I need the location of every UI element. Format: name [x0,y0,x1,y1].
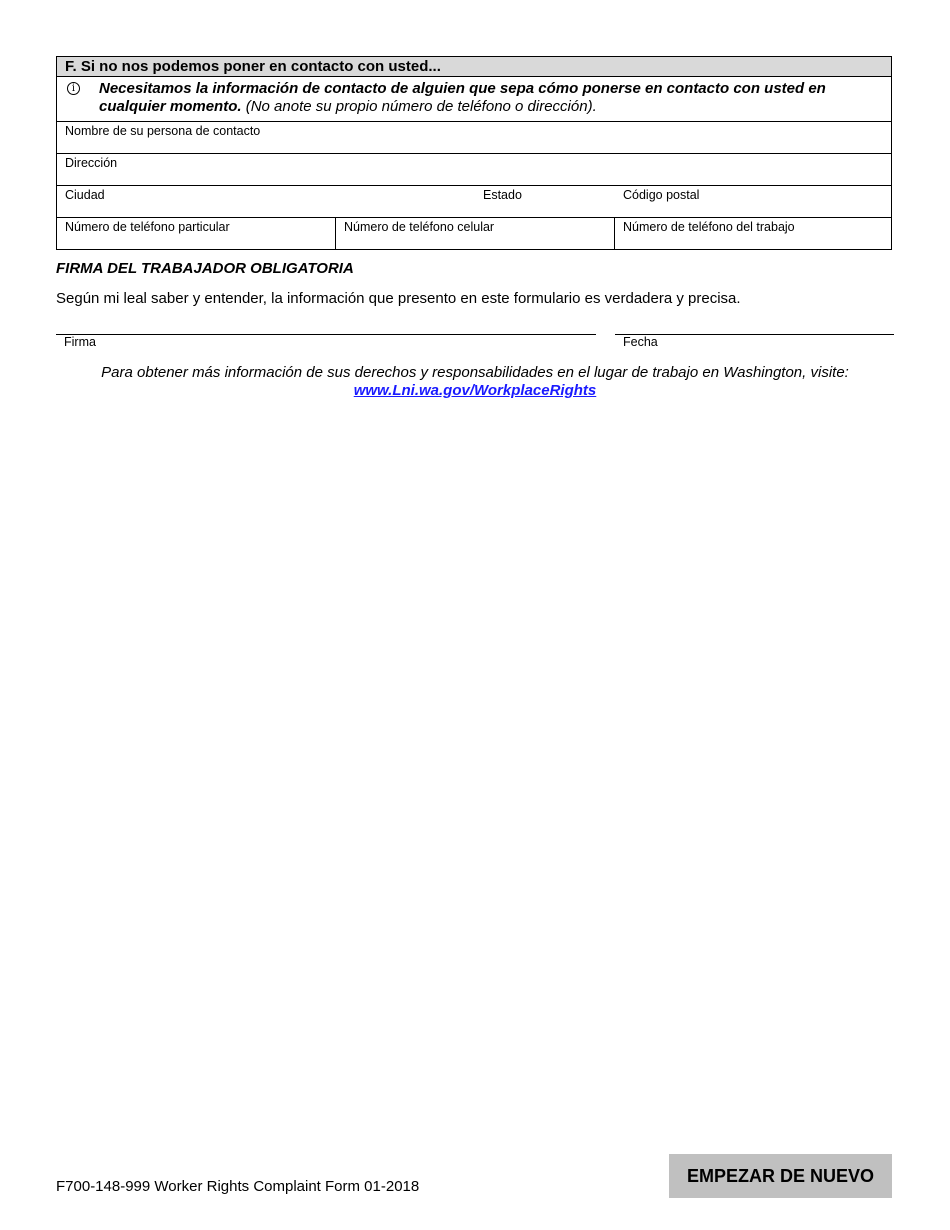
address-field[interactable] [57,154,891,186]
home-phone-label: Número de teléfono particular [65,220,230,234]
info-row [57,77,891,122]
restart-button[interactable]: EMPEZAR DE NUEVO [669,1154,892,1198]
more-info [56,364,894,400]
zip-label: Código postal [623,188,700,202]
signature-title: FIRMA DEL TRABAJADOR OBLIGATORIA [56,260,354,277]
signature-label: Firma [64,335,96,349]
info-text [99,80,859,116]
city-state-zip-row [57,186,891,218]
phone-divider [335,218,336,249]
contact-name-field[interactable] [57,122,891,154]
city-label: Ciudad [65,188,105,202]
info-icon: i [67,82,80,95]
state-label: Estado [483,188,522,202]
workplace-rights-link[interactable]: www.Lni.wa.gov/WorkplaceRights [353,382,597,399]
section-f-title: F. Si no nos podemos poner en contacto con usted... [57,57,891,77]
info-italic-text: (No anote su propio número de teléfono o dirección). [241,98,597,115]
phone-divider [614,218,615,249]
contact-name-label: Nombre de su persona de contacto [65,124,261,138]
cell-phone-label: Número de teléfono celular [344,220,495,234]
signature-line[interactable] [56,334,596,335]
contact-section [56,56,892,250]
date-label: Fecha [623,335,658,349]
attestation-text: Según mi leal saber y entender, la información que presento en este formulario es verdadera y precisa. [56,290,741,307]
phone-row [57,218,891,249]
form-code: F700-148-999 Worker Rights Complaint Form 01-2018 [56,1178,420,1195]
address-label: Dirección [65,156,118,170]
more-info-text: Para obtener más información de sus derechos y responsabilidades en el lugar de trabajo en Washington, visite: [101,364,849,381]
info-bold-text: Necesitamos la información de contacto de alguien que sepa cómo ponerse en contacto con usted en cualquier momento. [99,80,826,115]
work-phone-label: Número de teléfono del trabajo [623,220,795,234]
